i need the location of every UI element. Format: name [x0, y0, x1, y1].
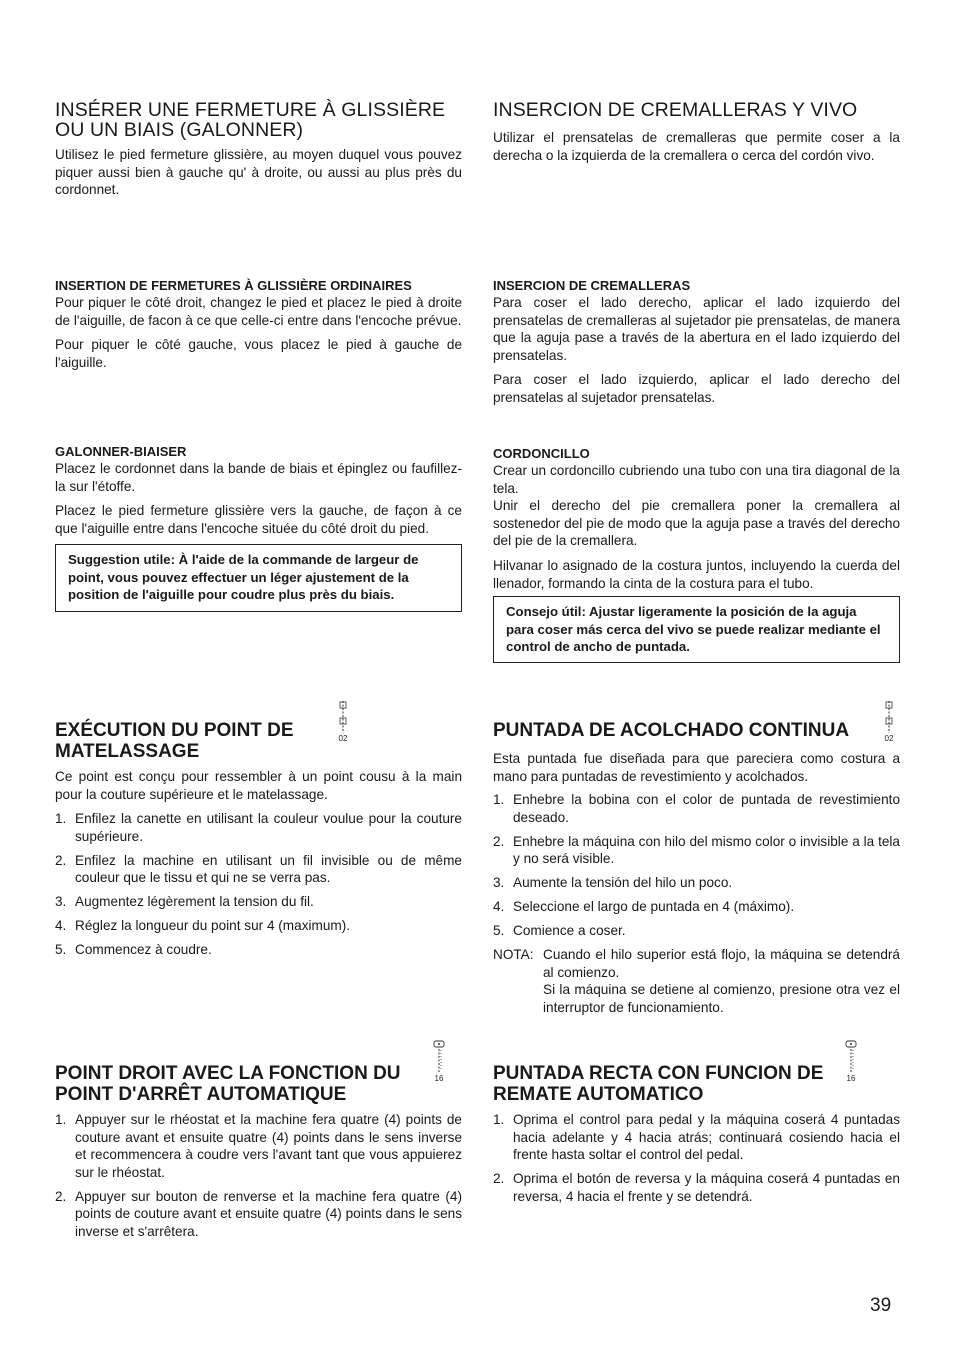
paragraph: Pour piquer le côté gauche, vous placez le pied à gauche de l'aiguille. [55, 337, 462, 370]
list-item: 5. Comience a coser. [493, 923, 626, 939]
stitch-16-icon [839, 1040, 863, 1086]
note-label: NOTA: [493, 947, 534, 963]
list-item: 2. Enhebre la máquina con hilo del mismo color o invisible a la tela y no será visible. [493, 833, 900, 867]
stitch-code: 16 [846, 1074, 856, 1083]
paragraph: Crear un cordoncillo cubriendo una tubo con una tira diagonal de la tela. [493, 463, 900, 496]
list-item: 4. Seleccione el largo de puntada en 4 (máximo). [493, 899, 795, 915]
note-text: Cuando el hilo superior está flojo, la máquina se detendrá al comienzo. [543, 947, 900, 980]
section-intro: Esta puntada fue diseñada para que pareciera como costura a mano para puntadas de revestimiento y acolchados. [493, 751, 900, 784]
section-galonner-fr [55, 443, 462, 612]
list-item: 1. Appuyer sur le rhéostat et la machine fera quatre (4) points de couture avant et ensuite quatre (4) points dans le sens inverse et recommencera à coudre vers l'avant tant que vous appuierez sur le rhéostat. [55, 1112, 462, 1180]
page-number: 39 [870, 1295, 892, 1316]
paragraph: Para coser el lado derecho, aplicar el lado izquierdo del prensatelas de cremalleras al sujetador pie prensatelas, de manera que la aguja pase a través de la abertura en el lado izquierdo del prensatelas. [493, 295, 900, 363]
tip-box: Suggestion utile: À l'aide de la commande de largeur de point, vous pouvez effectuer un léger ajustement de la position de l'aiguille pour coudre plus près du biais. [55, 544, 462, 611]
stitch-02-icon [877, 700, 901, 746]
section-ordinary-zipper-fr [55, 277, 462, 371]
section-zipper-fr [55, 100, 462, 199]
stitch-16-icon [427, 1040, 451, 1086]
note [493, 946, 900, 1016]
section-title: INSERCION DE CREMALLERAS Y VIVO [493, 99, 858, 121]
steps-list [55, 1111, 462, 1241]
section-quilting-fr [55, 720, 462, 965]
note-text: Si la máquina se detiene al comienzo, presione otra vez el interruptor de funcionamiento. [543, 982, 900, 1016]
paragraph: Unir el derecho del pie cremallera poner la cremallera al sostenedor del pie de modo que la aguja pase a través del derecho del pie de la cremallera. [493, 498, 900, 549]
list-item: 2. Appuyer sur bouton de renverse et la machine fera quatre (4) points de couture avant et ensuite quatre (4) points dans le sens inverse et s'arrêtera. [55, 1188, 462, 1239]
list-item: 1. Oprima el control para pedal y la máquina coserá 4 puntadas hacia adelante y 4 hacia atrás; continuará cosiendo hacia el frente hasta soltar el control del pedal. [493, 1112, 900, 1163]
list-item: 1. Enfilez la canette en utilisant la couleur voulue pour la couture supérieure. [55, 811, 462, 844]
paragraph: Placez le cordonnet dans la bande de biais et épinglez ou faufillez-la sur l'étoffe. [55, 461, 462, 494]
subsection-heading: CORDONCILLO [493, 446, 590, 461]
section-autolock-fr [55, 1063, 462, 1247]
section-title: EXÉCUTION DU POINT DE MATELASSAGE [55, 720, 294, 762]
stitch-code: 02 [884, 734, 894, 743]
list-item: 1. Enhebre la bobina con el color de puntada de revestimiento deseado. [493, 792, 900, 825]
section-intro: Ce point est conçu pour ressembler à un point cousu à la main pour la couture supérieure et le matelassage. [55, 769, 462, 802]
list-item: 2. Enfilez la machine en utilisant un fil invisible ou de même couleur que le tissu et qui ne se verra pas. [55, 852, 462, 886]
steps-list [493, 1111, 900, 1205]
paragraph: Placez le pied fermeture glissière vers la gauche, de façon à ce que l'aiguille entre dans l'encoche située du côté droit du pied. [55, 503, 462, 536]
section-title: PUNTADA RECTA CON FUNCION DE REMATE AUTOMATICO [493, 1063, 824, 1105]
paragraph: Para coser el lado izquierdo, aplicar el lado derecho del prensatelas al sujetador prensatelas. [493, 372, 900, 405]
subsection-heading: GALONNER-BIAISER [55, 444, 187, 459]
section-title: PUNTADA DE ACOLCHADO CONTINUA [493, 720, 850, 741]
list-item: 5. Commencez à coudre. [55, 942, 212, 958]
list-item: 4. Réglez la longueur du point sur 4 (maximum). [55, 918, 351, 934]
subsection-heading: INSERCION DE CREMALLERAS [493, 278, 691, 293]
section-cordoncillo-es [493, 445, 900, 663]
steps-list [55, 810, 462, 959]
section-body: Utilisez le pied fermeture glissière, au moyen duquel vous pouvez piquer aussi bien à gauche qu' à droite, ou aussi au plus près du cordonnet. [55, 147, 462, 198]
paragraph: Pour piquer le côté droit, changez le pied et placez le pied à droite de l'aiguille, de facon à ce que celle-ci entre dans l'encoche prévue. [55, 295, 462, 328]
section-body: Utilizar el prensatelas de cremalleras que permite coser a la derecha o la izquierda de la cremallera o cerca del cordón vivo. [493, 130, 900, 163]
stitch-code: 16 [434, 1074, 444, 1083]
tip-box: Consejo útil: Ajustar ligeramente la posición de la aguja para coser más cerca del vivo se puede realizar mediante el control de ancho de puntada. [493, 596, 900, 663]
stitch-code: 02 [338, 734, 348, 743]
section-cremalleras-es [493, 277, 900, 407]
list-item: 2. Oprima el botón de reversa y la máquina coserá 4 puntadas en reversa, 4 hacia el frente y se detendrá. [493, 1171, 900, 1204]
subsection-heading: INSERTION DE FERMETURES À GLISSIÈRE ORDINAIRES [55, 278, 412, 293]
list-item: 3. Aumente la tensión del hilo un poco. [493, 875, 733, 891]
section-title: POINT DROIT AVEC LA FONCTION DU POINT D'ARRÊT AUTOMATIQUE [55, 1063, 401, 1105]
paragraph: Hilvanar lo asignado de la costura juntos, incluyendo la cuerda del llenador, formando la cinta de la costura para el tubo. [493, 557, 900, 591]
section-zipper-es [493, 100, 900, 164]
list-item: 3. Augmentez légèrement la tension du fil. [55, 894, 314, 910]
stitch-02-icon [331, 700, 355, 746]
section-quilting-es [493, 720, 900, 1017]
steps-list [493, 791, 900, 940]
section-title: INSÉRER UNE FERMETURE À GLISSIÈRE OU UN BIAIS (GALONNER) [55, 99, 446, 141]
